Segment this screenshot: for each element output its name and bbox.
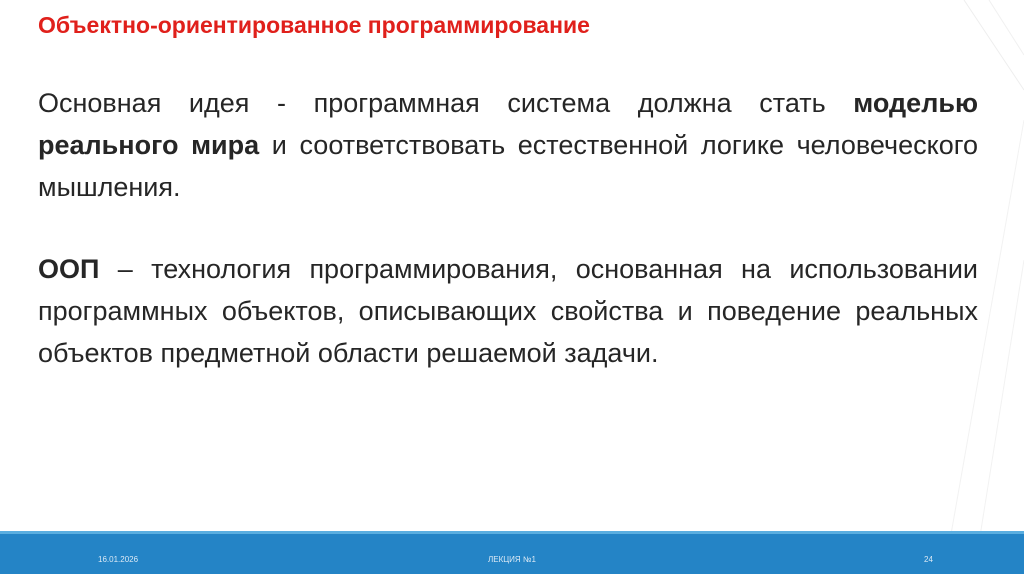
paragraph1-start: Основная идея - программная система должна стать xyxy=(38,88,854,118)
paragraph-main-idea xyxy=(38,82,978,208)
slide-title: Объектно-ориентированное программирование xyxy=(38,12,590,38)
footer-bar xyxy=(0,534,1024,574)
slide-content xyxy=(38,82,978,374)
paragraph1-bold: моделью реального мира xyxy=(38,88,978,160)
paragraph-oop-definition xyxy=(38,248,978,374)
paragraph2-bold: ООП xyxy=(38,254,100,284)
footer-page-number: 24 xyxy=(924,555,933,564)
paragraph1-end: и соответствовать естественной логике человеческого мышления. xyxy=(38,130,978,202)
paragraph2-text: – технология программирования, основанная на использовании программных объектов, описывающих свойства и поведение реальных объектов предметной области решаемой задачи. xyxy=(38,254,978,368)
footer-date: 16.01.2026 xyxy=(98,555,139,564)
footer-lecture-label: ЛЕКЦИЯ №1 xyxy=(488,555,536,564)
